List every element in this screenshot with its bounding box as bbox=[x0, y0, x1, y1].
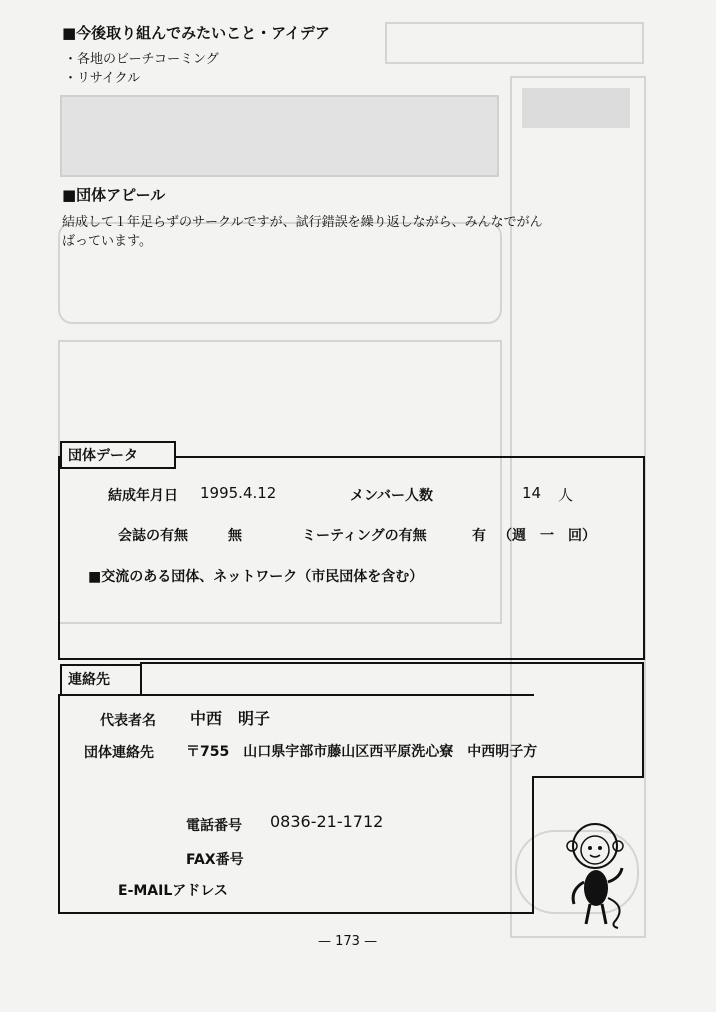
page-number: — 173 — bbox=[318, 934, 378, 949]
phone-label: 電話番号 bbox=[186, 818, 242, 834]
founded-value: 1995.4.12 bbox=[200, 484, 277, 502]
ideas-item-beachcombing: ・各地のビーチコーミング bbox=[64, 52, 219, 67]
founded-label: 結成年月日 bbox=[108, 488, 178, 504]
address-label: 団体連絡先 bbox=[84, 745, 154, 761]
meeting-frequency: （週 一 回） bbox=[498, 528, 596, 544]
ghost-title-box bbox=[60, 95, 499, 177]
members-value: 14 bbox=[522, 484, 542, 502]
monkey-mascot-icon bbox=[560, 820, 630, 930]
contact-box-top-extension bbox=[140, 662, 644, 664]
group-data-tab: 団体データ bbox=[60, 441, 176, 469]
meeting-value: 有 bbox=[472, 528, 486, 544]
representative-value: 中西 明子 bbox=[190, 709, 271, 728]
network-heading: ■交流のある団体、ネットワーク（市民団体を含む） bbox=[88, 569, 424, 585]
phone-value: 0836-21-1712 bbox=[270, 812, 384, 831]
address-value: 〒755 山口県宇部市藤山区西平原洗心寮 中西明子方 bbox=[186, 744, 538, 760]
ideas-heading: ■今後取り組んでみたいこと・アイデア bbox=[62, 24, 330, 42]
contact-box-step-vertical bbox=[532, 776, 534, 912]
newsletter-value: 無 bbox=[228, 528, 242, 544]
contact-box-step-horizontal bbox=[532, 776, 644, 778]
ideas-item-recycling: ・リサイクル bbox=[64, 71, 141, 86]
members-label: メンバー人数 bbox=[350, 488, 434, 504]
members-unit: 人 bbox=[558, 486, 574, 504]
fax-label: FAX番号 bbox=[186, 852, 244, 868]
newsletter-label: 会誌の有無 bbox=[118, 528, 188, 544]
appeal-heading: ■団体アピール bbox=[62, 186, 166, 204]
meeting-label: ミーティングの有無 bbox=[302, 528, 427, 544]
ghost-sidebar-badge bbox=[522, 88, 630, 128]
representative-label: 代表者名 bbox=[100, 713, 156, 729]
appeal-text-line1: 結成して１年足らずのサークルですが、試行錯誤を繰り返しながら、みんなでがん bbox=[62, 215, 543, 230]
contact-box-right-upper bbox=[642, 662, 644, 778]
appeal-text-line2: ばっています。 bbox=[62, 234, 152, 249]
ghost-header-box bbox=[385, 22, 644, 64]
contact-tab: 連絡先 bbox=[60, 664, 142, 696]
email-label: E-MAILアドレス bbox=[118, 883, 228, 899]
